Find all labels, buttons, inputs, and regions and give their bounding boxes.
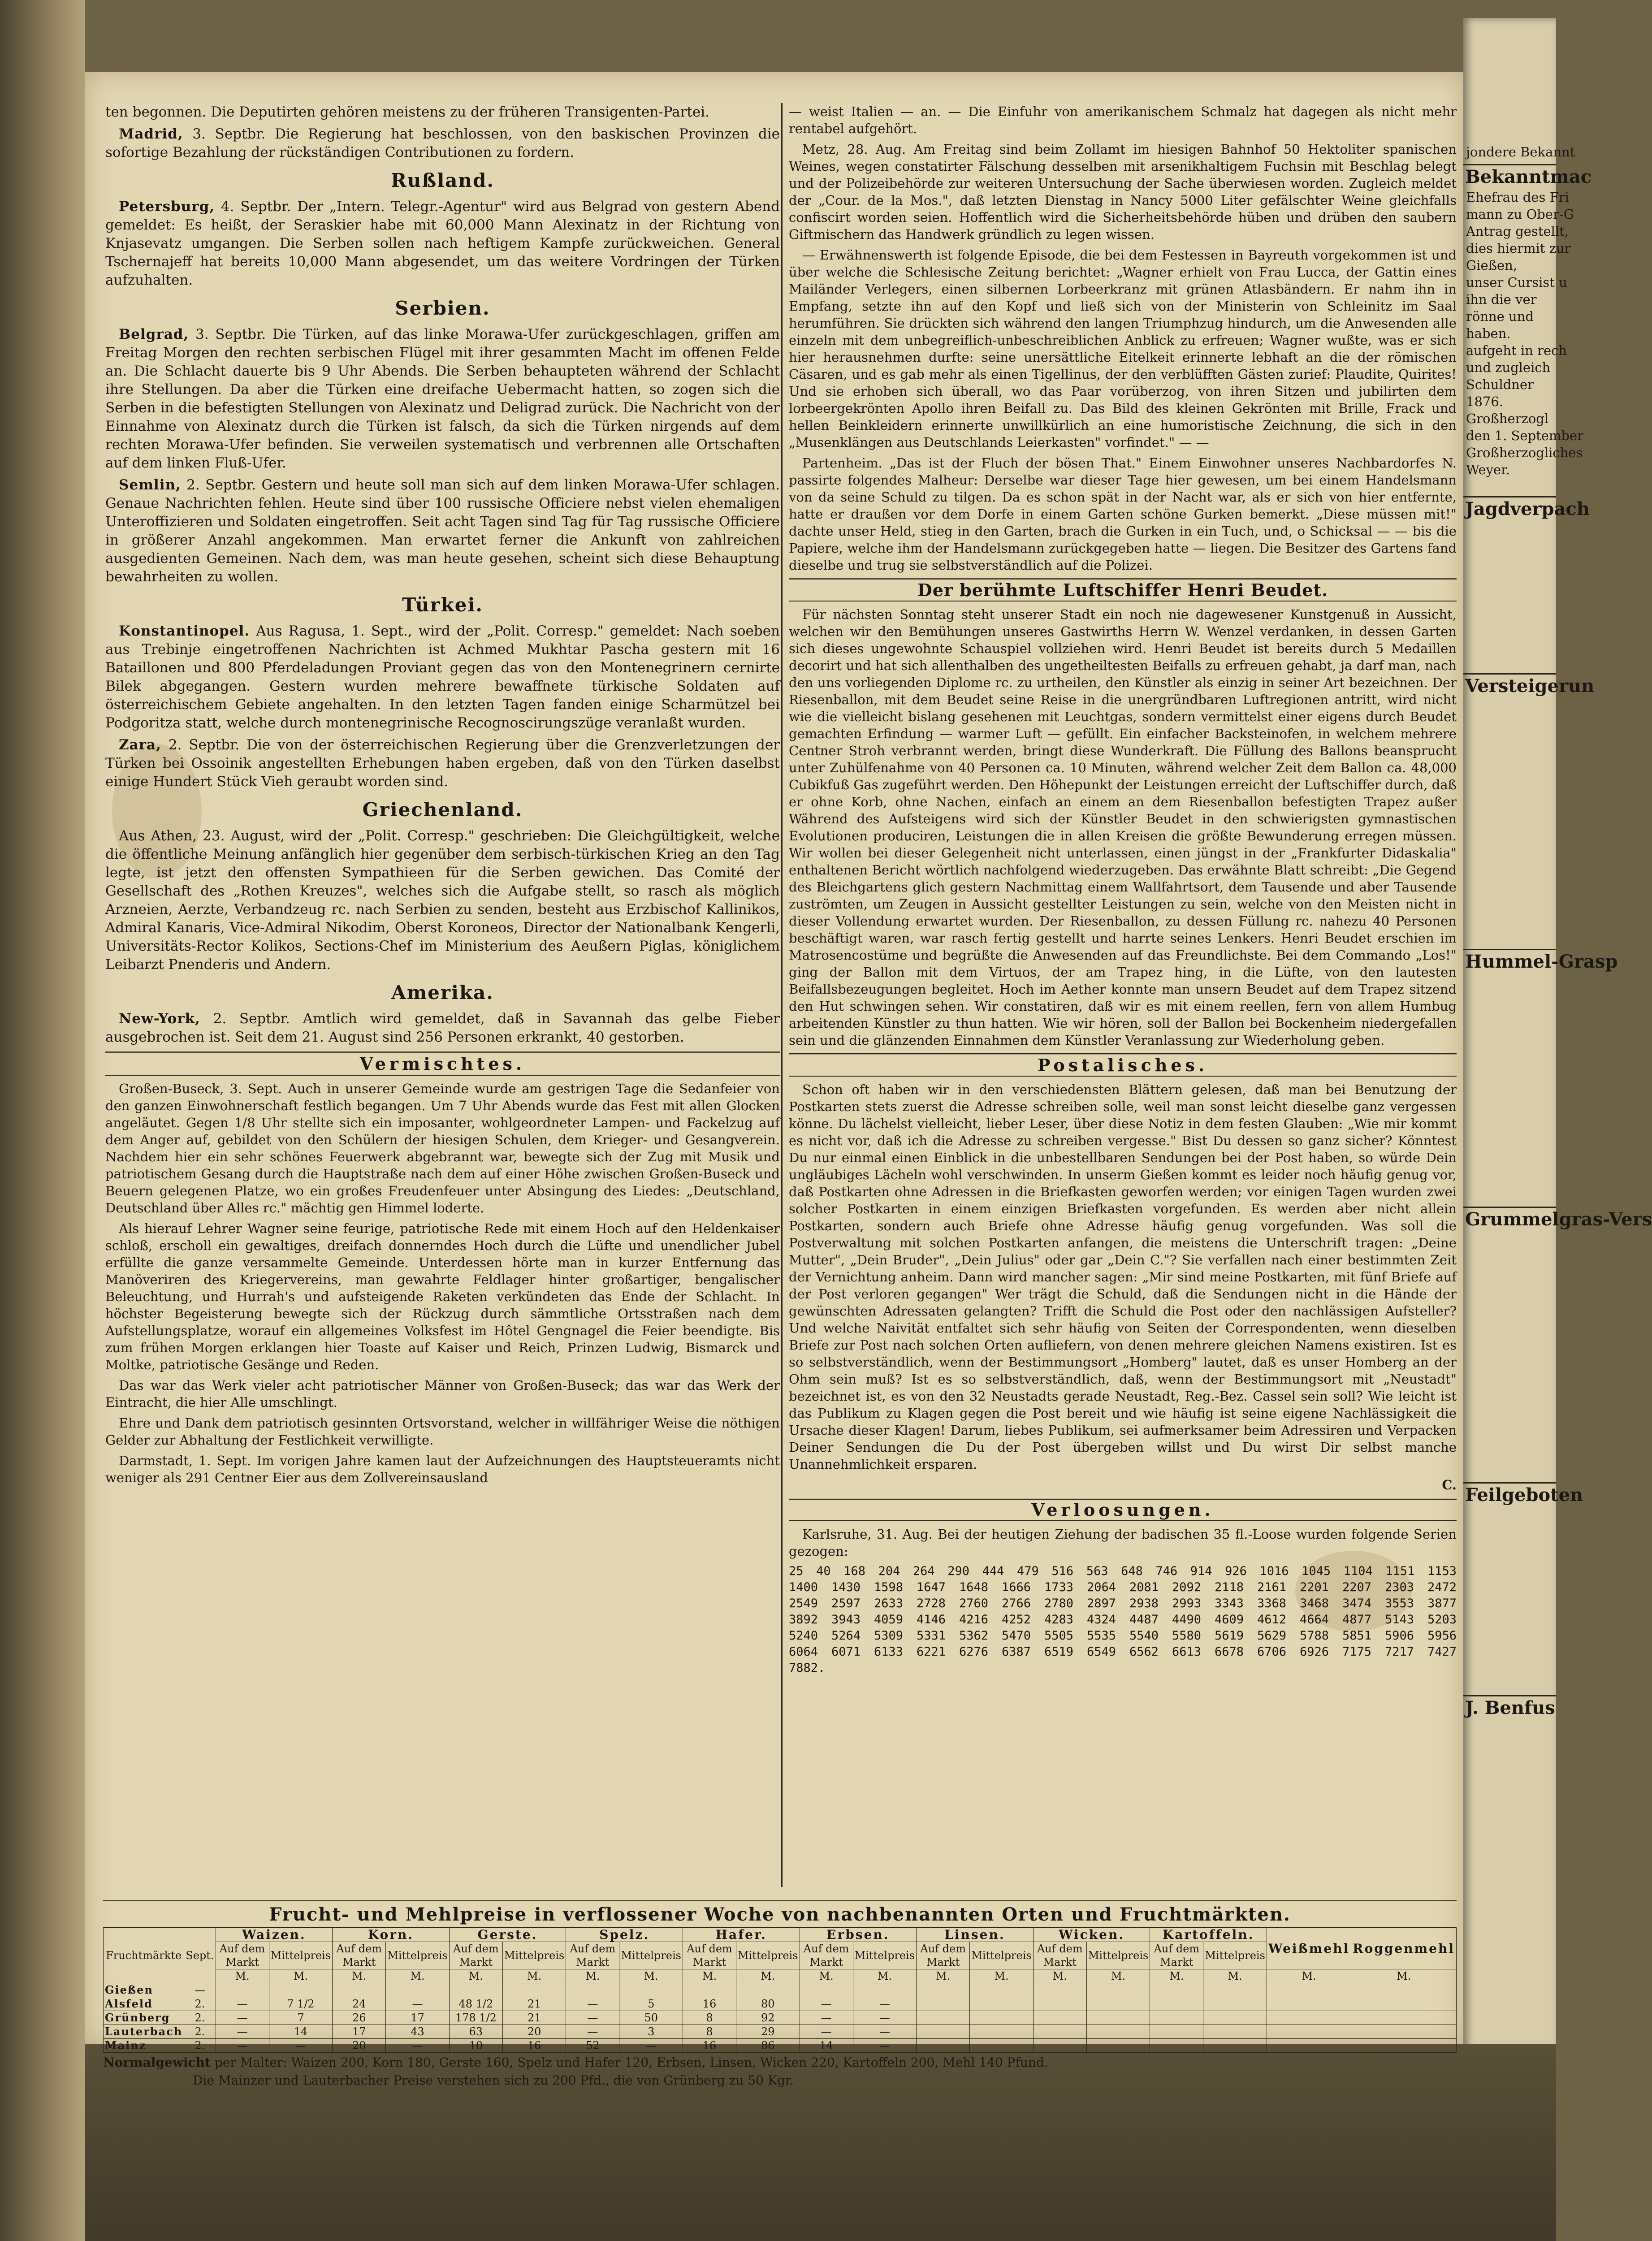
- price-cell: [1033, 2039, 1086, 2053]
- price-cell: 8: [683, 2011, 736, 2025]
- dateline: New-York,: [119, 1011, 200, 1027]
- price-cell: 29: [736, 2025, 800, 2039]
- price-cell: —: [566, 2025, 619, 2039]
- sub-header: Auf dem Markt: [800, 1942, 853, 1969]
- price-cell: 24: [333, 1997, 386, 2011]
- price-cell: —: [853, 1997, 916, 2011]
- unit: M.: [1150, 1969, 1203, 1983]
- price-table-title: Frucht- und Mehlpreise in verflossener Woche von nachbenannten Orten und Fruchtmärkten.: [103, 1900, 1457, 1928]
- market-date: —: [184, 1983, 216, 1997]
- sub-header: Auf dem Markt: [216, 1942, 269, 1969]
- col-header-grain: Waizen.: [216, 1928, 333, 1942]
- normal-weight-text: per Malter: Waizen 200, Korn 180, Gerste 160, Spelz und Hafer 120, Erbsen, Linsen, Wicken 220, Kartoffeln 200, Mehl 140 Pfund.: [214, 2055, 1048, 2070]
- price-cell: 17: [386, 2011, 449, 2025]
- col-header-flour: Roggenmehl: [1351, 1928, 1457, 1969]
- price-cell: [970, 2025, 1033, 2039]
- price-cell: [566, 1983, 619, 1997]
- article-text: Großen-Buseck, 3. Sept. Auch in unserer Gemeinde wurde am gestrigen Tage die Sedanfeier von den ganzen Einwohnerschaft festlich begangen. Um 7 Uhr Abends wurde das Fest mit allen Glocken angeläutet. Gegen 1/8 Uhr stellte sich ein imposanter, wohlgeordneter Lampen- und Fackelzug auf dem Anger auf, gebildet von den Schülern der hiesigen Schulen, dem Krieger- und Gesangverein. Nachdem hier ein sehr schönes Feuerwerk abgebrannt war, bewegte sich der Zug mit Musik und patriotischem Gesang durch die Hauptstraße nach dem auf einer Höhe zwischen Großen-Buseck und Beuern gelegenen Platze, wo ein großes Freudenfeuer unter Absingung des Liedes: „Deutschland, Deutschland über Alles rc." mächtig gen Himmel loderte.: [105, 1081, 780, 1216]
- price-cell: [1086, 2011, 1150, 2025]
- price-cell: [1203, 2025, 1267, 2039]
- price-cell: [970, 1997, 1033, 2011]
- price-cell: 20: [502, 2025, 566, 2039]
- price-cell: [1150, 2039, 1203, 2053]
- sub-header: Auf dem Markt: [1033, 1942, 1086, 1969]
- unit: M.: [566, 1969, 619, 1983]
- price-cell: 14: [800, 2039, 853, 2053]
- next-page-line: Gießen,: [1466, 258, 1518, 273]
- price-cell: 86: [736, 2039, 800, 2053]
- sub-header: Auf dem Markt: [917, 1942, 970, 1969]
- price-cell: —: [386, 2039, 449, 2053]
- price-cell: [1086, 2039, 1150, 2053]
- unit: M.: [917, 1969, 970, 1983]
- market-name: Mainz: [104, 2039, 184, 2053]
- price-cell: [1267, 2011, 1351, 2025]
- article-text: Das war das Werk vieler acht patriotischer Männer von Großen-Buseck; das war das Werk der Eintracht, die hier Alle umschlingt.: [105, 1378, 780, 1410]
- price-cell: [1033, 1983, 1086, 1997]
- price-cell: [216, 1983, 269, 1997]
- price-cell: [386, 1983, 449, 1997]
- price-table: [103, 1928, 1457, 2053]
- article-text: Metz, 28. Aug. Am Freitag sind beim Zollamt im hiesigen Bahnhof 50 Hektoliter spanischen Weines, wegen constatirter Fälschung desselben mit arsenikhaltigem Fuchsin mit Beschlag belegt und der Polizeibehörde zur weiteren Untersuchung der Sache überwiesen worden. Zugleich meldet der „Cour. de la Mos.", daß letzten Dienstag in Nancy 5000 Liter gefälschter Weine gleichfalls confiscirt worden seien. Hoffentlich wird die Sicherheitsbehörde hüben und drüben den saubern Giftmischern das Handwerk gründlich zu legen wissen.: [789, 142, 1457, 242]
- price-cell: [970, 2011, 1033, 2025]
- next-page-heading: Bekanntmac: [1463, 164, 1556, 189]
- article: [105, 736, 780, 791]
- article-text: 4. Septbr. Der „Intern. Telegr.-Agentur" wird aus Belgrad von gestern Abend gemeldet: Es heißt, der Seraskier habe mit 60,000 Mann Alexinatz in der Richtung von Knjasevatz umgangen. Die Serben sollen nach heftigem Kampfe zurückweichen. General Tschernajeff hat bereits 10,000 Mann abgesendet, um das weitere Vordringen der Türken aufzuhalten.: [105, 199, 780, 288]
- market-date: 2.: [184, 1997, 216, 2011]
- price-cell: [1203, 2039, 1267, 2053]
- price-cell: [1086, 1983, 1150, 1997]
- price-cell: 10: [449, 2039, 502, 2053]
- price-cell: [736, 1983, 800, 1997]
- article-text: 3. Septbr. Die Türken, auf das linke Morawa-Ufer zurückgeschlagen, griffen am Freitag Morgen den rechten serbischen Flügel mit ihrer gesammten Macht im offenen Felde an. Die Schlacht dauerte bis 9 Uhr Abends. Die Serben behaupteten während der Schlacht ihre Stellungen. Da aber die Türken eine dreifache Uebermacht hatten, so zogen sich die Serben in die befestigten Stellungen von Alexinatz und Deligrad zurück. Die Nachricht von der Einnahme von Alexinatz durch die Türken ist falsch, da sich die Türken nirgends auf dem rechten Morawa-Ufer befinden. Sie verweilen systematisch und verbrennen alle Ortschaften auf dem linken Fluß-Ufer.: [105, 326, 780, 471]
- price-cell: [1267, 1983, 1351, 1997]
- price-cell: [1150, 1983, 1203, 1997]
- col-header-grain: Wicken.: [1033, 1928, 1150, 1942]
- unit: M.: [449, 1969, 502, 1983]
- price-cell: [683, 1983, 736, 1997]
- next-page-heading: Jagdverpach: [1463, 496, 1556, 521]
- price-cell: [1351, 1997, 1457, 2011]
- market-name: Lauterbach: [104, 2025, 184, 2039]
- next-page-line: ihn die ver: [1466, 292, 1537, 307]
- sub-header: Mittelpreis: [853, 1942, 916, 1969]
- next-page-line: dies hiermit zur: [1466, 241, 1571, 256]
- next-page-line: haben.: [1466, 326, 1511, 341]
- paragraph: ten begonnen. Die Deputirten gehören meistens zu der früheren Transigenten-Partei.: [105, 104, 710, 120]
- price-cell: 16: [502, 2039, 566, 2053]
- next-page-line: den 1. September: [1466, 428, 1584, 443]
- price-cell: [449, 1983, 502, 1997]
- next-page-heading: Hummel-Grasp: [1463, 949, 1556, 973]
- col-header-grain: Spelz.: [566, 1928, 683, 1942]
- price-cell: 3: [619, 2025, 683, 2039]
- price-cell: 14: [269, 2025, 332, 2039]
- market-date: 2.: [184, 2039, 216, 2053]
- col-header-sept: Sept.: [184, 1928, 216, 1983]
- price-cell: [917, 1997, 970, 2011]
- price-cell: [619, 1983, 683, 1997]
- col-header-grain: Hafer.: [683, 1928, 800, 1942]
- article-text: Schon oft haben wir in den verschiedensten Blättern gelesen, daß man bei Benutzung der Postkarten stets zuerst die Adresse schreiben solle, weil man sonst leicht dieselbe ganz vergessen könne. Du lächelst vielleicht, lieber Leser, über diese Notiz in dem festen Glauben: „Wie mir kommt es nicht vor, daß ich die Adresse zu schreiben vergesse." Bist Du dessen so ganz sicher? Könntest Du nur einmal einen Einblick in die unbestellbaren Sendungen bei der Post haben, so würde Dein ungläubiges Lächeln wohl verschwinden. In unserm Gießen kommt es leider noch häufig genug vor, daß Postkarten ohne Adressen in die Briefkasten geworfen werden; vor einigen Tagen wurden zwei solcher Postkarten in einem einzigen Briefkasten vorgefunden. Es werden aber nicht allein Postkarten, sondern auch Briefe ohne Adresse häufig genug vorgefunden. Was soll die Postverwaltung mit solchen Postkarten anfangen, die meistens die Unterschrift tragen: „Deine Mutter", „Dein Bruder", „Dein Julius" oder gar „Dein C."? Sie verfallen nach einer bestimmten Zeit der Vernichtung anheim. Dann wird mancher sagen: „Mir sind meine Postkarten, mit fünf Briefe auf der Post verloren gegangen" Wer trägt die Schuld, daß die Sendungen nicht in die Hände der gewünschten Adressaten gelangten? Trifft die Schuld die Post oder den nachlässigen Aufsteller? Und welche Naivität entfaltet sich sehr häufig von Seiten der Correspondenten, wenn dieselben Briefe zur Post nach solchen Orten aufliefern, von denen mehrere gleichen Namens existiren. Ist es so selbstverständlich, wenn der Bestimmungsort „Homberg" lautet, daß es unser Homberg an der Ohm sein muß? Ist es so selbstverständlich, daß, wenn der Bestimmungsort mit „Neustadt" bezeichnet ist, es von den 32 Neustadts gerade Neustadt, Reg.-Bez. Cassel sein soll? Wie leicht ist das Publikum zu Klagen gegen die Post bereit und wie häufig ist seine eigene Nachlässigkeit die Ursache dieser Klagen! Darum, liebes Publikum, sei aufmerksamer beim Adressiren und Verpacken Deiner Sendungen die Du der Post übergeben willst und Du wirst Dir selbst manche Unannehmlichkeit ersparen.: [789, 1082, 1457, 1472]
- article-text: — Erwähnenswerth ist folgende Episode, die bei dem Festessen in Bayreuth vorgekommen ist und über welche die Schlesische Zeitung berichtet: „Wagner erhielt von Frau Lucca, der Gattin eines Mailänder Verlegers, einen silbernen Lorbeerkranz mit grünen Atlasbändern. Er nahm ihn in Empfang, setzte ihn auf den Kopf und ließ sich von der Ministerin von Schleinitz im Saal herumführen. Sie drückten sich während den langen Triumphzug hindurch, um die Anwesenden alle einzeln mit dem unbegreiflich-unbeschreiblichen Anblick zu erfreuen; Wagner wußte, was er sich hier herausnehmen durfte: seine unersättliche Eitelkeit erinnerte lebhaft an die der römischen Cäsaren, und es gab mehr als einen Tigellinus, der den verblüfften Gästen zurief: Plaudite, Quirites! Und sie erhoben sich überall, wo das Paar vorüberzog, von ihren Sitzen und jubilirten dem lorbeergekrönten Apollo ihren Beifall zu. Das Bild des kleinen Gekrönten mit Brille, Frack und hellen Beinkleidern erinnerte unwillkürlich an eine humoristische Zeichnung, die sich in den „Musenklängen aus Deutschlands Leierkasten" vorfindet." — —: [789, 247, 1457, 450]
- unit: M.: [216, 1969, 269, 1983]
- price-cell: —: [566, 2011, 619, 2025]
- price-cell: 26: [333, 2011, 386, 2025]
- sub-header: Mittelpreis: [386, 1942, 449, 1969]
- next-page-line: und zugleich: [1466, 360, 1551, 375]
- unit: M.: [502, 1969, 566, 1983]
- next-page-line: Antrag gestellt,: [1466, 224, 1569, 239]
- price-cell: [853, 1983, 916, 1997]
- article-text: Darmstadt, 1. Sept. Im vorigen Jahre kamen laut der Aufzeichnungen des Hauptsteueramts nicht weniger als 291 Centner Eier aus dem Zollvereinsausland: [105, 1453, 780, 1485]
- next-page-line: Großherzogliches: [1466, 445, 1583, 460]
- price-cell: [269, 1983, 332, 1997]
- price-cell: [1203, 1997, 1267, 2011]
- paragraph: — weist Italien — an. — Die Einfuhr von amerikanischem Schmalz hat dagegen als nicht mehr rentabel aufgehört.: [789, 104, 1457, 136]
- price-cell: —: [216, 2011, 269, 2025]
- next-page-heading: Feilgeboten: [1463, 1482, 1556, 1507]
- price-cell: 43: [386, 2025, 449, 2039]
- price-cell: [1351, 2039, 1457, 2053]
- article-text: Aus Athen, 23. August, wird der „Polit. Corresp." geschrieben: Die Gleichgültigkeit, welche die öffentliche Meinung anfänglich hier gegenüber dem serbisch-türkischen Krieg an den Tag legte, ist jetzt den offensten Sympathieen für die Serben gewichen. Das Comité der Gesellschaft des „Rothen Kreuzes", welches sich die Aufgabe stellt, so rasch als möglich Arzneien, Aerzte, Verbandzeug rc. nach Serbien zu senden, besteht aus Erzbischof Kallinikos, Admiral Kanaris, Vice-Admiral Nikodim, Oberst Koroneos, Director der Nationalbank Kengerli, Universitäts-Rector Kolikos, Sections-Chef im Ministerium des Aeußern Piglas, königlichem Leibarzt Pnenderis und Andern.: [105, 828, 780, 973]
- next-page-line: mann zu Ober-G: [1466, 207, 1574, 222]
- sub-header: Auf dem Markt: [683, 1942, 736, 1969]
- price-cell: [1033, 1997, 1086, 2011]
- price-cell: 178 1/2: [449, 2011, 502, 2025]
- article-text: 3. Septbr. Die Regierung hat beschlossen, von den baskischen Provinzen die sofortige Bezahlung der rückständigen Contributionen zu fordern.: [105, 126, 780, 160]
- article: [105, 325, 780, 472]
- col-header-grain: Korn.: [333, 1928, 450, 1942]
- sub-header: Mittelpreis: [1203, 1942, 1267, 1969]
- price-cell: [1351, 2011, 1457, 2025]
- unit: M.: [800, 1969, 853, 1983]
- section-heading: Postalisches.: [789, 1053, 1457, 1077]
- dateline: Madrid,: [119, 126, 183, 142]
- col-header-grain: Linsen.: [917, 1928, 1034, 1942]
- price-cell: 52: [566, 2039, 619, 2053]
- sub-header: Mittelpreis: [269, 1942, 332, 1969]
- next-page-line: aufgeht in rech: [1466, 343, 1567, 358]
- dateline: Zara,: [119, 737, 161, 753]
- normal-weight-note: [103, 2055, 1457, 2071]
- normal-weight-label: Normalgewicht: [103, 2055, 211, 2070]
- sub-header: Auf dem Markt: [1150, 1942, 1203, 1969]
- price-cell: —: [800, 2011, 853, 2025]
- next-page-heading: Grummelgras-Vers: [1463, 1207, 1556, 1231]
- market-name: Alsfeld: [104, 1997, 184, 2011]
- price-cell: 21: [502, 1997, 566, 2011]
- price-cell: —: [269, 2039, 332, 2053]
- article-text: 2. Septbr. Gestern und heute soll man sich auf dem linken Morawa-Ufer schlagen. Genaue Nachrichten fehlen. Heute sind über 100 russische Officiere nebst vielen ehemaligen Unteroffizieren und Soldaten eingetroffen. Seit acht Tagen sind Tag für Tag russische Officiere in größerer Anzahl angekommen. Man erwartet ferner die Ankunft von zahlreichen ausgedienten Gemeinen. Nach dem, was man heute gesehen, scheint sich diese Behauptung bewahrheiten zu wollen.: [105, 477, 780, 585]
- price-cell: 50: [619, 2011, 683, 2025]
- lottery-numbers: 25 40 168 204 264 290 444 479 516 563 648 746 914 926 1016 1045 1104 1151 1153 1400 1430 1598 1647 1648 1666 1733 2064 2081 2092 2118 2161 2201 2207 2303 2472 2549 2597 2633 2728 2760 2766 2780 2897 2938 2993 3343 3368 3468 3474 3553 3877 3892 3943 4059 4146 4216 4252 4283 4324 4487 4490 4609 4612 4664 4877 5143 5203 5240 5264 5309 5331 5362 5470 5505 5535 5540 5580 5619 5629 5788 5851 5906 5956 6064 6071 6133 6221 6276 6387 6519 6549 6562 6613 6678 6706 6926 7175 7217 7427 7882.: [789, 1564, 1457, 1675]
- article-text: Partenheim. „Das ist der Fluch der bösen That." Einem Einwohner unseres Nachbardorfes N. passirte folgendes Malheur: Derselbe war dieser Tage hier gewesen, um bei einem Handelsmann von da seine Schuld zu tilgen. Da es schon spät in der Nacht war, als er sich von hier entfernte, hatte er draußen vor dem Dorfe in einem Garten schöne Gurken bemerkt. „Diese müssen mit!" dachte unser Held, stieg in den Garten, brach die Gurken in ein Tuch, und, o Schicksal — — bis die Papiere, welche ihm der Handelsmann zurückgegeben hatte — liegen. Die Besitzer des Gartens fand dieselbe und trug sie selbstverständlich auf die Polizei.: [789, 455, 1457, 573]
- article-text: Aus Ragusa, 1. Sept., wird der „Polit. Corresp." gemeldet: Nach soeben aus Trebinje eingetroffenen Nachrichten ist Achmed Mukhtar Pascha gestern mit 16 Bataillonen und 800 Pferdeladungen Proviant gegen das von den Montenegrinern cernirte Bilek abgegangen. Gestern wurden mehrere bewaffnete türkische Soldaten auf österreichischem Gebiete angehalten. In den letzten Tagen fanden einige Scharmützel bei Podgoritza statt, welche durch montenegrinische Recognoscirungszüge veranlaßt wurden.: [105, 623, 780, 731]
- table-row: [104, 2039, 1457, 2053]
- price-footnote: Die Mainzer und Lauterbacher Preise verstehen sich zu 200 Pfd., die von Grünberg zu 50 Kgr.: [193, 2073, 794, 2088]
- article-text: Als hierauf Lehrer Wagner seine feurige, patriotische Rede mit einem Hoch auf den Heldenkaiser schloß, erscholl ein gewaltiges, dreifach donnerndes Hoch durch die Lüfte und unendlicher Jubel erfüllte die ganze versammelte Gemeinde. Unterdessen hörte man in kurzer Entfernung das Manöveriren des Kriegervereins, man gewahrte Feldlager hinter großartiger, bengalischer Beleuchtung, und Hurrah's und aufsteigende Raketen verkündeten das Ende der Schlacht. In höchster Begeisterung bewegte sich der Rückzug durch sämmtliche Ortsstraßen nach dem Aufstellungsplatze, worauf ein allgemeines Volksfest im Hôtel Gengnagel die Feier beendigte. Bis zum frühen Morgen erklangen hier Toaste auf Kaiser und Reich, Prinzen Ludwig, Bismarck und Moltke, patriotische Gesänge und Reden.: [105, 1221, 780, 1372]
- market-date: 2.: [184, 2025, 216, 2039]
- sub-header: Mittelpreis: [619, 1942, 683, 1969]
- next-page-heading: Versteigerun: [1463, 673, 1556, 698]
- right-column: [789, 103, 1457, 1676]
- price-cell: [1267, 2039, 1351, 2053]
- price-cell: 92: [736, 2011, 800, 2025]
- price-cell: —: [853, 2025, 916, 2039]
- price-cell: —: [216, 1997, 269, 2011]
- unit: M.: [1351, 1969, 1457, 1983]
- section-heading: Verloosungen.: [789, 1498, 1457, 1521]
- price-cell: —: [853, 2011, 916, 2025]
- signature: C.: [1442, 1477, 1457, 1493]
- price-cell: [917, 2011, 970, 2025]
- article-text: 2. Septbr. Amtlich wird gemeldet, daß in Savannah das gelbe Fieber ausgebrochen ist. Seit dem 21. August sind 256 Personen erkrankt, 40 gestorben.: [105, 1011, 780, 1045]
- table-row: [104, 1983, 1457, 1997]
- price-cell: [1150, 2011, 1203, 2025]
- price-cell: [917, 2025, 970, 2039]
- article-text: 2. Septbr. Die von der österreichischen Regierung über die Grenzverletzungen der Türken bei Ossoinik angestellten Erhebungen haben ergeben, daß von den Türken daselbst einige Hundert Stück Vieh geraubt worden sind.: [105, 737, 780, 790]
- price-cell: [333, 1983, 386, 1997]
- table-row: [104, 1997, 1457, 2011]
- price-cell: [1150, 2025, 1203, 2039]
- left-column: [105, 103, 780, 1490]
- price-cell: 7 1/2: [269, 1997, 332, 2011]
- unit: M.: [970, 1969, 1033, 1983]
- sub-header: Mittelpreis: [1086, 1942, 1150, 1969]
- price-cell: [1086, 1997, 1150, 2011]
- next-page-line: Weyer.: [1466, 462, 1510, 477]
- table-row: [104, 2025, 1457, 2039]
- price-cell: 63: [449, 2025, 502, 2039]
- article: [105, 198, 780, 290]
- price-cell: 17: [333, 2025, 386, 2039]
- market-name: Grünberg: [104, 2011, 184, 2025]
- unit: M.: [1033, 1969, 1086, 1983]
- price-cell: [1351, 2025, 1457, 2039]
- price-cell: [1203, 1983, 1267, 1997]
- sub-header: Mittelpreis: [502, 1942, 566, 1969]
- market-date: 2.: [184, 2011, 216, 2025]
- sub-header: Auf dem Markt: [333, 1942, 386, 1969]
- unit: M.: [1267, 1969, 1351, 1983]
- price-cell: —: [619, 2039, 683, 2053]
- section-heading: Rußland.: [390, 169, 495, 191]
- next-page-edge: [1463, 18, 1652, 2133]
- price-cell: [917, 2039, 970, 2053]
- col-header-grain: Kartoffeln.: [1150, 1928, 1267, 1942]
- price-cell: [800, 1983, 853, 1997]
- dateline: Semlin,: [119, 477, 181, 493]
- section-heading: Griechenland.: [362, 799, 523, 821]
- price-cell: —: [386, 1997, 449, 2011]
- next-page-line: Großherzogl: [1466, 411, 1549, 426]
- price-cell: [1086, 2025, 1150, 2039]
- price-cell: 5: [619, 1997, 683, 2011]
- sub-header: Auf dem Markt: [566, 1942, 619, 1969]
- next-page-line: Schuldner: [1466, 377, 1534, 392]
- price-cell: —: [216, 2039, 269, 2053]
- price-table-block: [103, 1900, 1457, 2089]
- price-cell: 20: [333, 2039, 386, 2053]
- price-cell: 16: [683, 2039, 736, 2053]
- section-heading: Der berühmte Luftschiffer Henri Beudet.: [789, 578, 1457, 601]
- next-page-line: jondere Bekannt: [1466, 144, 1575, 160]
- dateline: Petersburg,: [119, 199, 215, 215]
- article: [105, 476, 780, 586]
- col-header-flour: Weißmehl: [1267, 1928, 1351, 1969]
- price-cell: 48 1/2: [449, 1997, 502, 2011]
- price-cell: 8: [683, 2025, 736, 2039]
- next-page-line: 1876.: [1466, 394, 1504, 409]
- price-cell: [970, 1983, 1033, 1997]
- section-heading: Serbien.: [395, 297, 490, 319]
- col-header-grain: Gerste.: [449, 1928, 566, 1942]
- price-cell: —: [800, 2025, 853, 2039]
- price-table-body: [104, 1983, 1457, 2053]
- dateline: Konstantinopel.: [119, 623, 250, 639]
- price-cell: [1351, 1983, 1457, 1997]
- unit: M.: [853, 1969, 916, 1983]
- article-text: Ehre und Dank dem patriotisch gesinnten Ortsvorstand, welcher in willfähriger Weise die nöthigen Gelder zur Abhaltung der Festlichkeit verwilligte.: [105, 1415, 780, 1448]
- price-cell: 80: [736, 1997, 800, 2011]
- unit: M.: [619, 1969, 683, 1983]
- price-cell: [1033, 2011, 1086, 2025]
- column-divider: [781, 103, 783, 1887]
- newspaper-page: [85, 72, 1463, 2088]
- unit: M.: [736, 1969, 800, 1983]
- section-heading: Vermischtes.: [105, 1051, 780, 1076]
- article: [105, 1010, 780, 1047]
- price-cell: —: [853, 2039, 916, 2053]
- price-cell: [917, 1983, 970, 1997]
- table-row: [104, 2011, 1457, 2025]
- price-cell: [970, 2039, 1033, 2053]
- unit: M.: [683, 1969, 736, 1983]
- section-heading: Amerika.: [391, 982, 494, 1004]
- price-cell: [1267, 1997, 1351, 2011]
- price-cell: 7: [269, 2011, 332, 2025]
- unit: M.: [269, 1969, 332, 1983]
- price-cell: —: [216, 2025, 269, 2039]
- price-cell: [1267, 2025, 1351, 2039]
- book-binding: [0, 0, 85, 2241]
- price-cell: —: [800, 1997, 853, 2011]
- col-header-markets: Fruchtmärkte: [104, 1928, 184, 1983]
- next-page-line: unser Cursist u: [1466, 275, 1567, 290]
- next-page-line: Ehefrau des Fri: [1466, 190, 1569, 205]
- unit: M.: [333, 1969, 386, 1983]
- unit: M.: [1086, 1969, 1150, 1983]
- sub-header: Mittelpreis: [970, 1942, 1033, 1969]
- price-cell: [502, 1983, 566, 1997]
- unit: M.: [386, 1969, 449, 1983]
- dateline: Belgrad,: [119, 326, 189, 342]
- market-name: Gießen: [104, 1983, 184, 1997]
- article-text: Karlsruhe, 31. Aug. Bei der heutigen Ziehung der badischen 35 fl.-Loose wurden folgende Serien gezogen:: [789, 1527, 1457, 1559]
- col-header-grain: Erbsen.: [800, 1928, 917, 1942]
- price-cell: 21: [502, 2011, 566, 2025]
- price-cell: [1033, 2025, 1086, 2039]
- price-cell: [1150, 1997, 1203, 2011]
- price-cell: 16: [683, 1997, 736, 2011]
- sub-header: Mittelpreis: [736, 1942, 800, 1969]
- article-text: Für nächsten Sonntag steht unserer Stadt ein noch nie dagewesener Kunstgenuß in Aussicht, welchen wir den Bemühungen unseres Gastwirths Herrn W. Wenzel verdanken, in dessen Garten sich dieses ungewohnte Schauspiel vollziehen wird. Henri Beudet ist bereits durch 5 Medaillen decorirt und hat sich allenthalben des ungetheiltesten Beifalls zu erfreuen gehabt, ja darf man, nach den uns vorliegenden Diplome rc. zu urtheilen, den Künstler als einzig in seiner Art bezeichnen. Der Riesenballon, mit dem Beudet seine Reise in die unergründbaren Luftregionen antritt, wird nicht wie die vielleicht bislang gesehenen mit Leuchtgas, sondern vermittelst einer eigens durch Beudet gemachten Erfindung — warmer Luft — gefüllt. Ein einfacher Backsteinofen, in welchem mehrere Centner Stroh verbrannt werden, bringt diese Wunderkraft. Die Füllung des Ballons beansprucht unter Zuhülfenahme von 40 Personen ca. 10 Minuten, während welcher Zeit dem Ballon ca. 48,000 Cubikfuß Gas zugeführt werden. Den Höhepunkt der Leistungen erreicht der Luftschiffer durch, daß er ohne Korb, ohne Nachen, einfach an einem an dem Riesenballon befestigten Trapez außer Während des Aufsteigens wird sich der Künstler Beudet in den schwierigsten gymnastischen Evolutionen produciren, Leistungen die in allen Kreisen die größte Bewunderung erregen müssen. Wir wollen bei dieser Gelegenheit nicht unterlassen, einen jüngst in der „Frankfurter Didaskalia" enthaltenen Bericht wörtlich nachfolgend wiederzugeben. Das erwähnte Blatt schreibt: „Die Gegend des Bleichgartens glich gestern Nachmittag einem Wallfahrtsort, dem Tausende und aber Tausende zuströmten, um Zeugen in Aussicht gestellter Leistungen zu sein, welche von den Meisten nicht in dieser Vollendung erwartet wurden. Der Riesenballon, zu dessen Füllung rc. nahezu 40 Personen beschäftigt waren, war rasch fertig gestellt und harrte seines Lenkers. Henri Beudet erschien im Matrosencostüme und begrüßte die Anwesenden auf das Freundlichste. Bei dem Commando „Los!" ging der Ballon mit dem Virtuos, der am Trapez hing, in die Lüfte, von den lautesten Beifallsbezeugungen begleitet. Hoch im Aether konnte man unsern Beudet auf dem Trapez sitzend den Hut schwingen sehen. Wir constatiren, daß wir es mit einem reellen, fern von allem Humbug arbeitenden Künstler zu thun hatten. Wie wir hören, soll der Ballon bei Bockenheim niedergefallen sein und die glänzenden Einnahmen dem Künstler Veranlassung zur Wiederholung geben.: [789, 607, 1457, 1048]
- price-cell: —: [566, 1997, 619, 2011]
- price-cell: [1203, 2011, 1267, 2025]
- unit: M.: [1203, 1969, 1267, 1983]
- sub-header: Auf dem Markt: [449, 1942, 502, 1969]
- next-page-line: rönne und: [1466, 309, 1534, 324]
- article: [105, 125, 780, 162]
- article: [105, 622, 780, 732]
- section-heading: Türkei.: [402, 594, 484, 616]
- next-page-heading: J. Benfus: [1463, 1695, 1556, 1720]
